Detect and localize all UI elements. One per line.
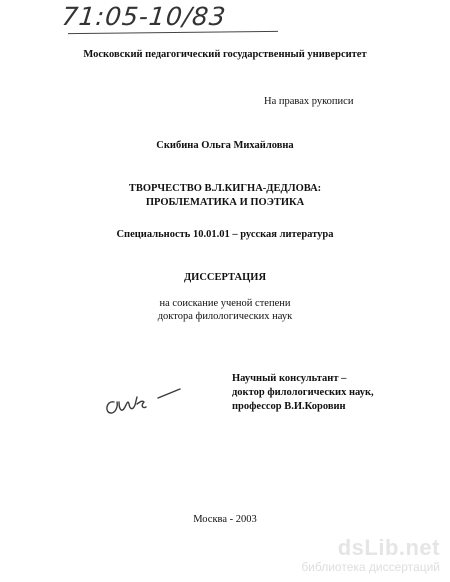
watermark-logo: dsLib.net — [337, 535, 440, 560]
city-and-year: Москва - 2003 — [193, 514, 257, 525]
specialty-line: Специальность 10.01.01 – русская литература — [116, 229, 334, 240]
handwritten-signature — [100, 380, 190, 425]
watermark-subtitle: библиотека диссертаций — [301, 560, 440, 574]
degree-statement — [0, 297, 450, 323]
handwritten-archive-code: 71:05-10/83 — [60, 2, 228, 31]
document-type: ДИССЕРТАЦИЯ — [183, 272, 267, 283]
scientific-consultant — [232, 372, 374, 414]
title-line-2: ПРОБЛЕМАТИКА И ПОЭТИКА — [145, 197, 305, 208]
rights-notice: На правах рукописи — [264, 96, 354, 107]
title-line-1: ТВОРЧЕСТВО В.Л.КИГНА-ДЕДЛОВА: — [128, 183, 322, 194]
consultant-line-2: доктор филологических наук, — [232, 387, 374, 398]
degree-line-2: доктора филологических наук — [157, 311, 293, 322]
consultant-line-1: Научный консультант – — [232, 373, 347, 384]
consultant-line-3: профессор В.И.Коровин — [232, 401, 346, 412]
watermark — [301, 536, 440, 574]
dissertation-title — [0, 182, 450, 210]
handwritten-underline — [68, 31, 278, 34]
university-name: Московский педагогический государственный университет — [83, 49, 367, 60]
author-name: Скибина Ольга Михайловна — [156, 140, 294, 151]
degree-line-1: на соискание ученой степени — [159, 298, 291, 309]
